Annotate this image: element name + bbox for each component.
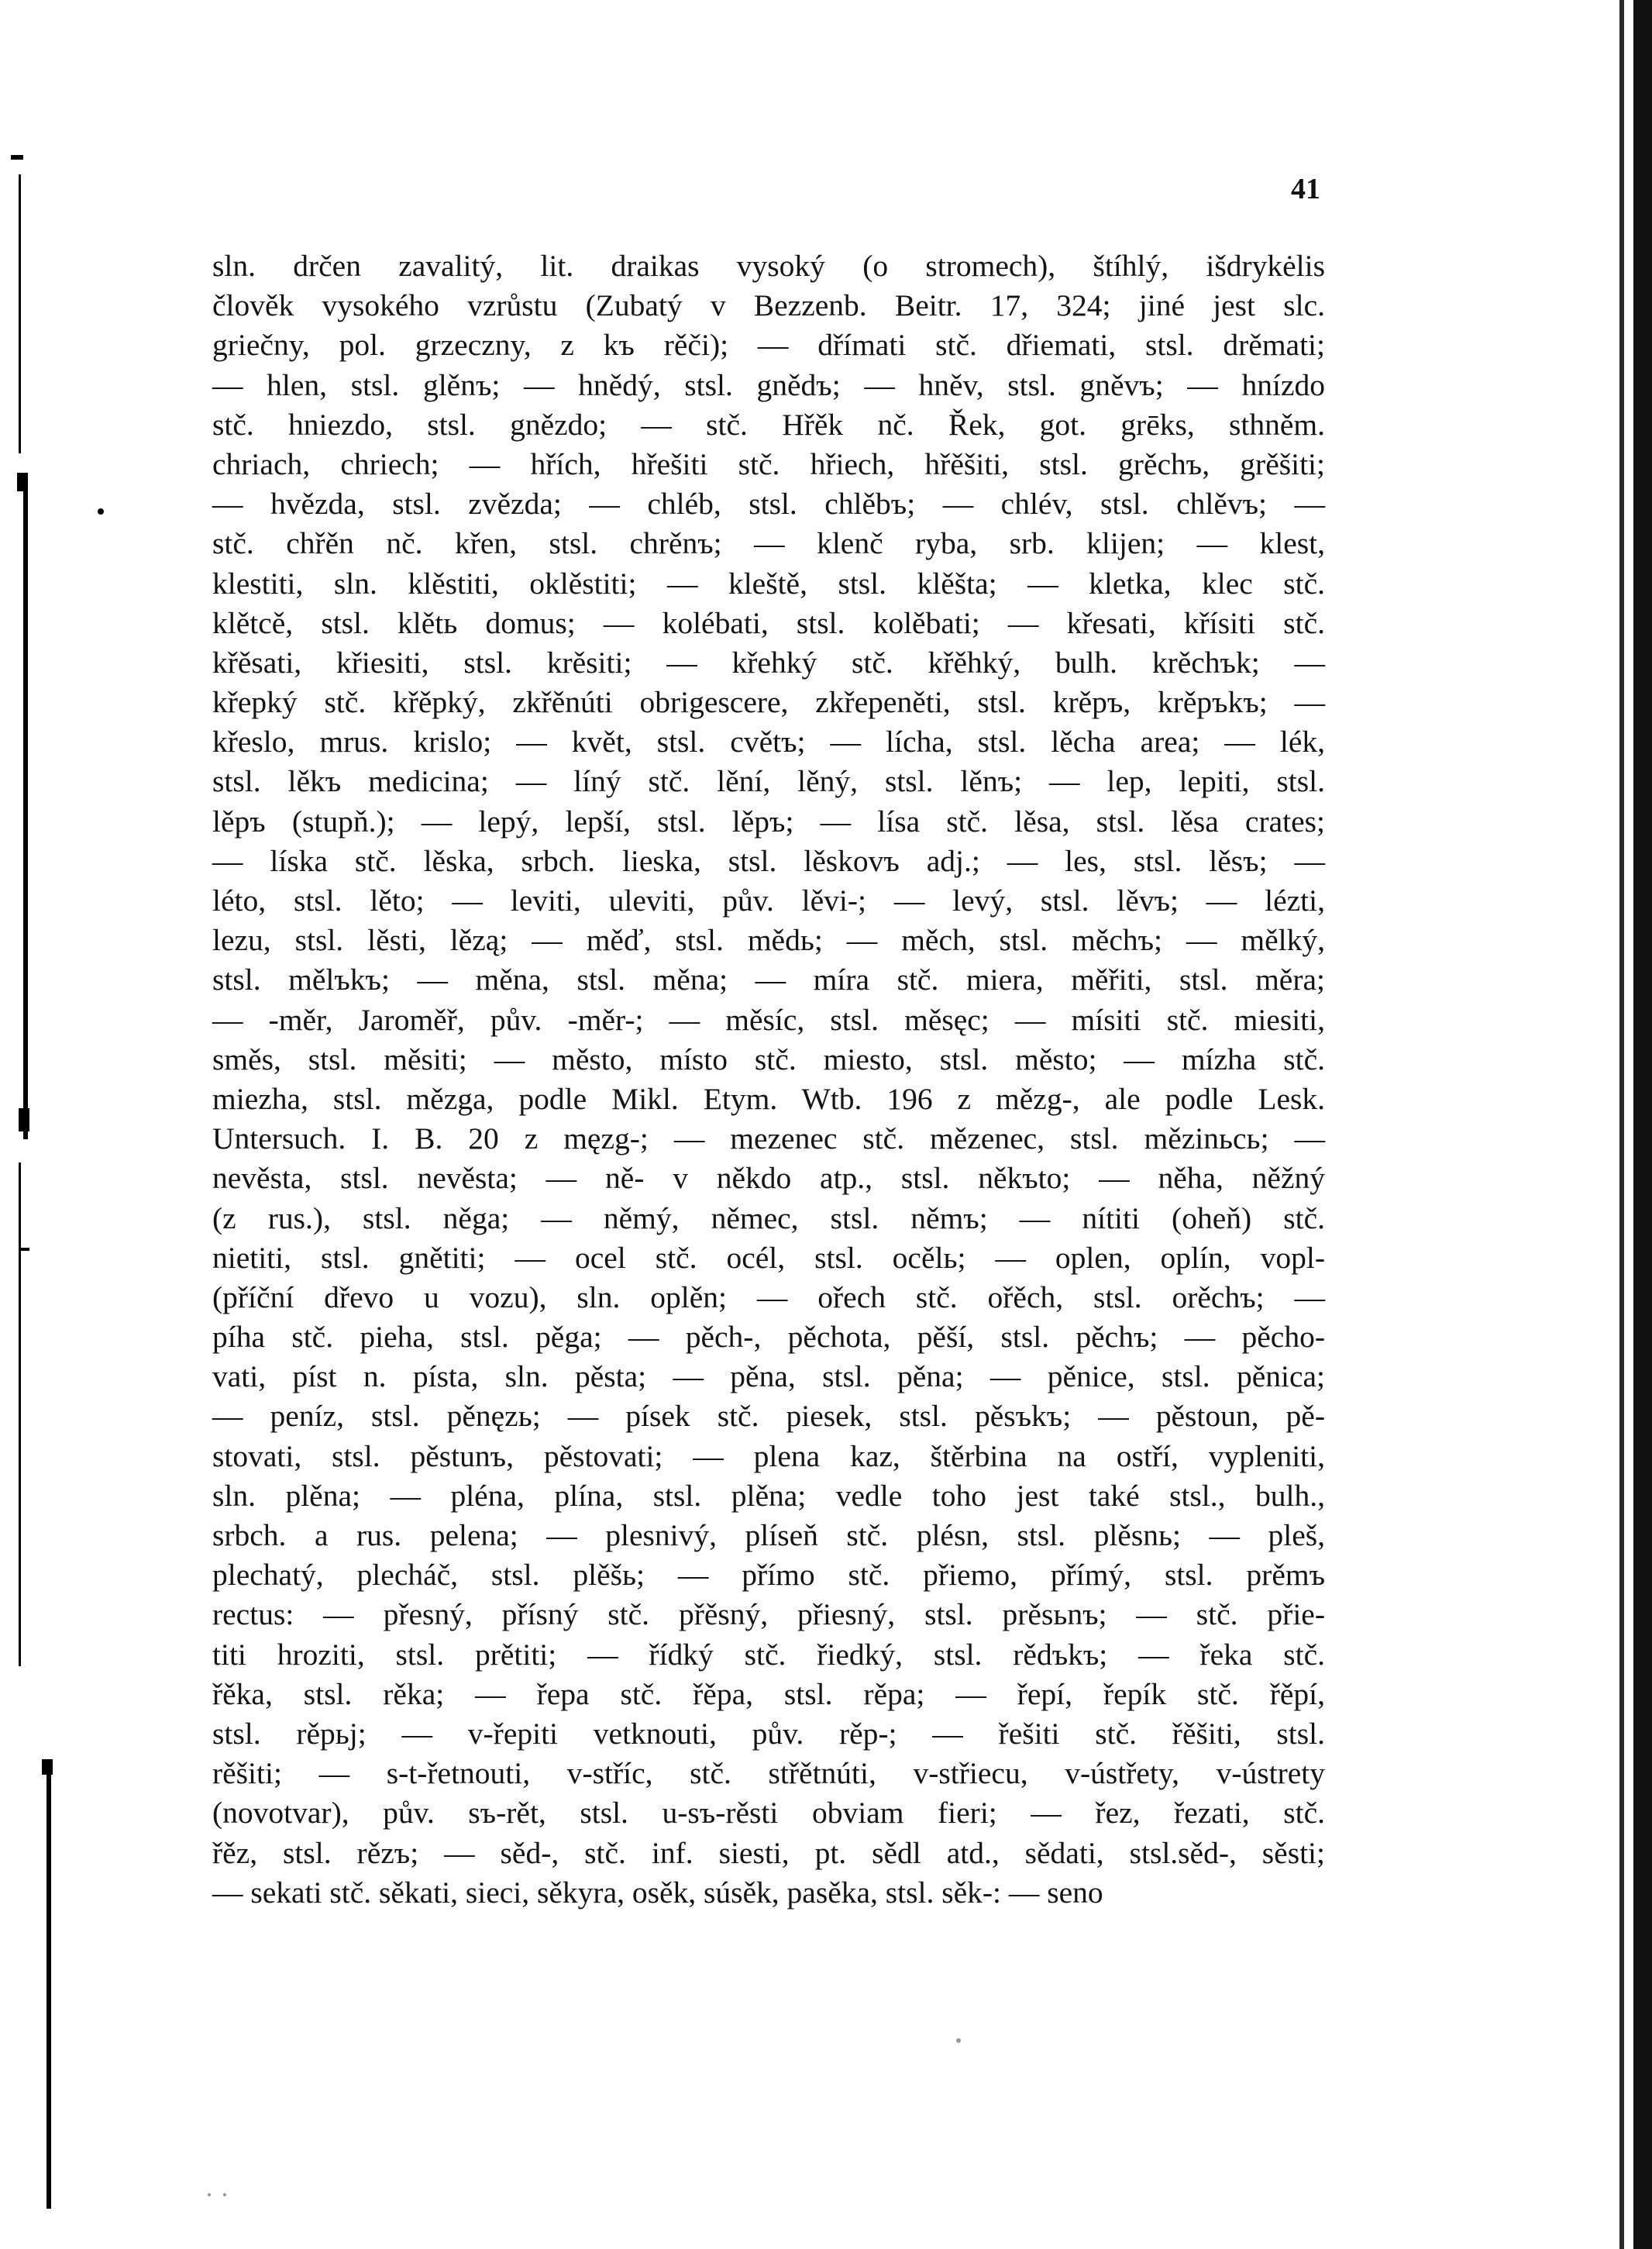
page-number: 41 [1291, 173, 1320, 205]
margin-dot [98, 508, 104, 515]
text-line: křěsati, křiesiti, stsl. krěsiti; — křehký stč. křěhký, bulh. krěchъk; — [212, 645, 1325, 680]
margin-mark [42, 1759, 53, 1775]
margin-mark [19, 1248, 29, 1251]
text-line: srbch. a rus. pelena; — plesnivý, plíseň stč. plésn, stsl. plěsnь; — pleš, [212, 1518, 1325, 1552]
text-line: titi hroziti, stsl. prětiti; — řídký stč. řiedký, stsl. rědъkъ; — řeka stč. [212, 1637, 1325, 1672]
text-line: stč. chřěn nč. křen, stsl. chrěnъ; — klenč ryba, srb. klijen; — klest, [212, 526, 1325, 561]
text-line: — sekati stč. sěkati, sieci, sěkyra, osěk, súsěk, pasěka, stsl. sěk-: — seno [212, 1875, 1103, 1910]
text-line: řěz, stsl. rězъ; — sěd-, stč. inf. siesti, pt. sědl atd., sědati, stsl.sěd-, sěsti; [212, 1835, 1325, 1870]
text-line: stsl. rěpьj; — v-řepiti vetknouti, pův. rěp-; — řešiti stč. řěšiti, stsl. [212, 1716, 1325, 1751]
text-line: stovati, stsl. pěstunъ, pěstovati; — plena kaz, štěrbina na ostří, vypleniti, [212, 1438, 1325, 1473]
text-line: sln. drčen zavalitý, lit. draikas vysoký (o stromech), štíhlý, išdrykėlis [212, 249, 1325, 283]
margin-rule [23, 488, 28, 1139]
margin-rule [19, 1162, 21, 1666]
text-line: Untersuch. I. B. 20 z męzg-; — mezenec stč. mězenec, stsl. mězinьcь; — [212, 1121, 1325, 1156]
text-line: křepký stč. křěpký, zkřěnúti obrigescere, zkřepeněti, stsl. krěpъ, krěpъkъ; — [212, 685, 1325, 720]
text-line: lezu, stsl. lěsti, lězą; — měď, stsl. mědь; — měch, stsl. měchъ; — mělký, [212, 923, 1325, 958]
text-line: stč. hniezdo, stsl. gnězdo; — stč. Hřěk nč. Řek, got. grēks, sthněm. [212, 407, 1325, 442]
text-line: — hvězda, stsl. zvězda; — chléb, stsl. chlěbъ; — chlév, stsl. chlěvъ; — [212, 487, 1325, 522]
text-line: léto, stsl. lěto; — leviti, uleviti, pův. lěvi-; — levý, stsl. lěvъ; — lézti, [212, 883, 1325, 918]
text-line: klětcě, stsl. klětь domus; — kolébati, stsl. kolěbati; — křesati, křísiti stč. [212, 605, 1325, 640]
text-line: rěšiti; — s-t-řetnouti, v-stříc, stč. střětnúti, v-střiecu, v-ústřety, v-ústrety [212, 1756, 1325, 1791]
margin-mark [11, 155, 23, 160]
text-line: — hlen, stsl. glěnъ; — hnědý, stsl. gnědъ; — hněv, stsl. gněvъ; — hnízdo [212, 367, 1325, 402]
text-line: píha stč. pieha, stsl. pěga; — pěch-, pěchota, pěší, stsl. pěchъ; — pěcho- [212, 1320, 1325, 1355]
scan-speck [956, 2038, 961, 2043]
scan-frame-border [1633, 0, 1652, 2249]
text-line: miezha, stsl. mězga, podle Mikl. Etym. Wtb. 196 z mězg-, ale podle Lesk. [212, 1081, 1325, 1116]
scan-speck [208, 2193, 211, 2196]
text-line: křeslo, mrus. krislo; — květ, stsl. cvětъ; — lícha, stsl. lěcha area; — lék, [212, 725, 1325, 759]
margin-rule [19, 174, 21, 453]
text-line: řěka, stsl. rěka; — řepa stč. řěpa, stsl. rěpa; — řepí, řepík stč. řěpí, [212, 1676, 1325, 1711]
text-line: sln. plěna; — pléna, plína, stsl. plěna; vedle toho jest také stsl., bulh., [212, 1478, 1325, 1513]
scan-speck [223, 2193, 226, 2196]
body-text [212, 246, 1325, 1913]
text-line: chriach, chriech; — hřích, hřešiti stč. hřiech, hřěšiti, stsl. grěchъ, grěšiti; [212, 446, 1325, 481]
text-line: stsl. lěkъ medicina; — líný stč. lění, lěný, stsl. lěnъ; — lep, lepiti, stsl. [212, 764, 1325, 799]
text-line: klestiti, sln. klěstiti, oklěstiti; — kleště, stsl. klěšta; — kletka, klec stč. [212, 566, 1325, 601]
margin-mark [19, 1108, 29, 1131]
text-line: (novotvar), pův. sъ-rět, stsl. u-sъ-rěsti obviam fieri; — řez, řezati, stč. [212, 1796, 1325, 1831]
text-line: nevěsta, stsl. nevěsta; — ně- v někdo atp., stsl. někъto; — něha, něžný [212, 1161, 1325, 1196]
text-line: nietiti, stsl. gnětiti; — ocel stč. océl, stsl. ocělь; — oplen, oplín, vopl- [212, 1240, 1325, 1275]
margin-rule [46, 1775, 51, 2209]
scan-edge-shadow [1619, 0, 1624, 2249]
text-line: griečny, pol. grzeczny, z kъ rěči); — dřímati stč. dřiemati, stsl. drěmati; [212, 328, 1325, 363]
text-line: rectus: — přesný, přísný stč. přěsný, přiesný, stsl. prěsьnъ; — stč. přie- [212, 1597, 1325, 1632]
text-line: — -měr, Jaroměř, pův. -měr-; — měsíc, stsl. měsęc; — mísiti stč. miesiti, [212, 1002, 1325, 1037]
text-line: — líska stč. lěska, srbch. lieska, stsl. lěskovъ adj.; — les, stsl. lěsъ; — [212, 843, 1325, 878]
text-line: (z rus.), stsl. něga; — němý, němec, stsl. němъ; — nítiti (oheň) stč. [212, 1200, 1325, 1235]
text-line: — peníz, stsl. pěnęzь; — písek stč. piesek, stsl. pěsъkъ; — pěstoun, pě- [212, 1399, 1325, 1434]
text-line: plechatý, plecháč, stsl. plěšь; — přímo stč. přiemo, přímý, stsl. prěmъ [212, 1558, 1325, 1593]
text-line: směs, stsl. měsiti; — město, místo stč. miesto, stsl. město; — mízha stč. [212, 1042, 1325, 1076]
text-line: stsl. mělъkъ; — měna, stsl. měna; — míra stč. miera, měřiti, stsl. měra; [212, 963, 1325, 997]
text-line: vati, píst n. písta, sln. pěsta; — pěna, stsl. pěna; — pěnice, stsl. pěnica; [212, 1359, 1325, 1394]
text-line: člověk vysokého vzrůstu (Zubatý v Bezzenb. Beitr. 17, 324; jiné jest slc. [212, 288, 1325, 323]
text-line: lěpъ (stupň.); — lepý, lepší, stsl. lěpъ; — lísa stč. lěsa, stsl. lěsa crates; [212, 804, 1325, 839]
text-line: (příční dřevo u vozu), sln. oplěn; — ořech stč. ořěch, stsl. orěchъ; — [212, 1279, 1325, 1314]
